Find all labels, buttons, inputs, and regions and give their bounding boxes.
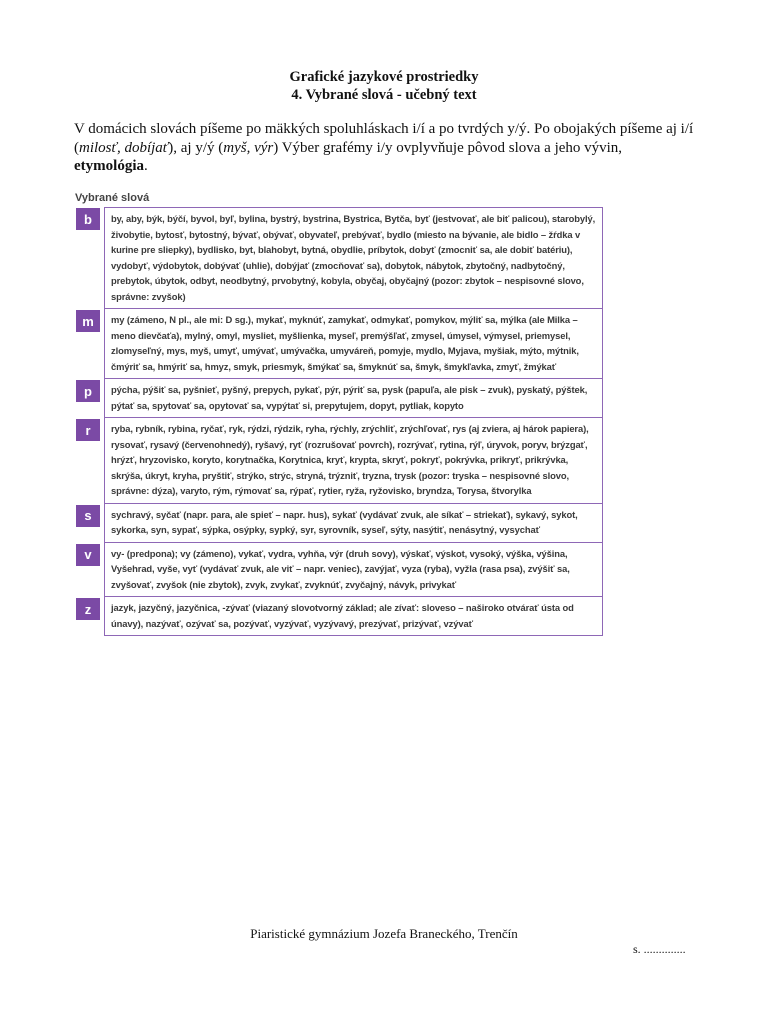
footer-school: Piaristické gymnázium Jozefa Braneckého, Trenčín [250,926,518,941]
vybrane-slova-table [76,207,603,636]
intro-text-1: V domácich slovách píšeme po mäkkých spoluhláskach i/í a po tvrdých y/ý. Po obojakých píšeme aj i/í ( [74,121,694,156]
letter-badge-s: s [76,505,100,527]
letter-badge-r: r [76,419,100,441]
row-words-s: sychravý, syčať (napr. para, ale spieť – napr. hus), sykať (vydávať zvuk, ale síkať – striekať), sykavý, sykot, sykorka, syn, sypať, sýpka, osýpky, sypký, syr, syrovník, syseľ, sýty, nasýtiť, nenásytný, vysychať [104,504,603,543]
intro-example-2: myš, výr [223,139,274,156]
table-row-v [76,543,603,598]
table-row-s [76,504,603,543]
row-words-p: pýcha, pýšiť sa, pyšnieť, pyšný, prepych, pykať, pýr, pýriť sa, pysk (papuľa, ale pisk – zvuk), pyskatý, pýštek, pýtať sa, spytovať sa, opytovať sa, vypýtať si, prepytujem, dopyt, pytliak, kopyto [104,379,603,418]
intro-example-1: milosť, dobíjať [79,139,169,156]
table-row-z [76,597,603,636]
intro-paragraph [74,120,699,176]
letter-badge-z: z [76,598,100,620]
intro-text-2: ), aj y/ý ( [168,139,224,156]
table-row-p [76,379,603,418]
intro-bold-term: etymológia [74,158,144,174]
page-number: s. .............. [633,942,686,956]
intro-end: . [143,158,148,174]
letter-badge-v: v [76,544,100,566]
row-words-b: by, aby, býk, býčí, byvol, byľ, bylina, bystrý, bystrina, Bystrica, Bytča, byť (jestvovať, ale biť palicou), starobylý, živobytie, bytosť, bytostný, bývať, obývať, obyvateľ, prebývať, bydlo (miesto na bývanie, ale bidlo – žŕdka v kurine pre sliepky), bydlisko, byt, blahobyt, bytná, obydlie, príbytok, dobyť (zmocniť sa, ale dobiť batériu), vydobyť, výdobytok, dobývať (uhlie), dobýjať (zmocňovať sa), dobytok, nábytok, zbytočný, nadbytočný, prebytok, úbytok, odbyt, neodbytný, prvobytný, kobyla, obyčaj, obyčajný (pozor: zbytok – nespisovné slovo, správne: zvyšok) [104,207,603,309]
row-words-v: vy- (predpona); vy (zámeno), vykať, vydra, vyhňa, výr (druh sovy), výskať, výskot, vysoký, výška, výšina, Vyšehrad, vyše, vyť (vydávať zvuk, ale viť – napr. veniec), zavýjať, vyza (ryba), vyžla (rasa psa), zvýšiť sa, zvyšovať, zvyšok (nie zbytok), zvyk, zvykať, zvyknúť, zvyčajný, návyk, privykať [104,543,603,598]
letter-badge-p: p [76,380,100,402]
table-title: Vybrané slová [75,192,150,204]
letter-badge-b: b [76,208,100,230]
intro-text-3: ) Výber grafémy i/y ovplyvňuje pôvod slova a jeho vývin, [273,139,623,156]
row-words-r: ryba, rybník, rybina, ryčať, ryk, rýdzi, rýdzik, ryha, rýchly, zrýchliť, zrýchľovať, rys (aj zviera, aj hárok papiera), rysovať, rysavý (červenohnedý), ryšavý, ryť (rozrušovať povrch), rozrývať, rytina, rýľ, úryvok, poryv, brýzgať, hrýzť, hryzovisko, koryto, korytnačka, Korytnica, kryť, krypta, skryť, pokryť, pokrývka, prikryť, prikrývka, skrýša, úkryt, kryha, pryštiť, strýko, strýc, stryná, trýzniť, tryzna, trysk (pozor: tryska – nespisovné slovo, správne: dýza), varyto, rým, rýmovať sa, rýpať, rytier, ryža, ryžovisko, bryndza, Torysa, štvorylka [104,418,603,504]
document-subtitle: 4. Vybrané slová - učebný text [291,87,477,103]
letter-badge-m: m [76,310,100,332]
row-words-z: jazyk, jazyčný, jazyčnica, -zývať (viazaný slovotvorný základ; ale zívať: sloveso – naširoko otvárať ústa od únavy), nazývať, ozývať sa, pozývať, vyzývať, vyzývavý, prezývať, prizývať, vzývať [104,597,603,636]
table-row-m [76,309,603,379]
document-title: Grafické jazykové prostriedky [289,69,479,85]
table-row-b [76,207,603,309]
row-words-m: my (zámeno, N pl., ale mi: D sg.), mykať, myknúť, zamykať, odmykať, pomykov, mýliť sa, mýlka (ale Milka – meno dievčaťa), mylný, omyl, mysliet, myšlienka, myseľ, premýšľať, zmysel, úmysel, výmysel, priemysel, zlomyseľný, mys, myš, umyť, umývať, umývačka, umyváreň, pomyje, mydlo, Myjava, myšiak, mýto, mýtnik, čmýriť sa, hmýriť sa, hmyz, smyk, priesmyk, šmýkať sa, šmyknúť sa, šmyk, šmykľavka, zmyť, žmýkať [104,309,603,379]
table-row-r [76,418,603,504]
